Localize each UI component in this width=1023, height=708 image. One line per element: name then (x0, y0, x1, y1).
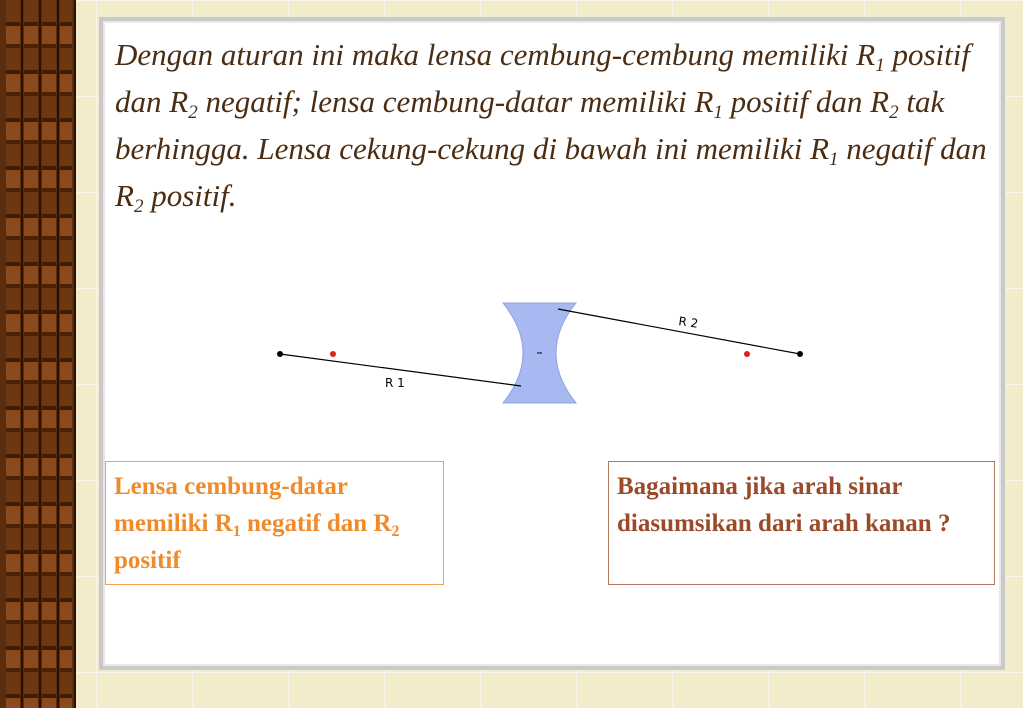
question-text: Bagaimana jika arah sinar diasumsikan dari arah kanan ? (617, 473, 951, 537)
subscript: 1 (232, 523, 241, 540)
subscript: 1 (875, 55, 885, 76)
label-r2: R 2 (677, 314, 700, 331)
paragraph-text: negatif dan R (115, 131, 987, 213)
right-question-box (608, 461, 995, 585)
subscript: 1 (713, 102, 723, 123)
focal-point-left (330, 351, 336, 357)
paragraph-text: Dengan aturan ini maka lensa cembung-cembung memiliki R (115, 37, 876, 72)
note-text: negatif dan R (240, 510, 392, 537)
subscript: 2 (188, 102, 198, 123)
focal-point-right (744, 351, 750, 357)
strip-column (24, 0, 38, 708)
strip-column (6, 0, 20, 708)
label-r1: R 1 (385, 376, 405, 390)
decorative-side-strip (0, 0, 76, 708)
strip-column (42, 0, 56, 708)
strip-divider (57, 0, 59, 708)
strip-divider (74, 0, 76, 708)
left-note-box (105, 461, 444, 585)
slide-content (99, 17, 1005, 670)
paragraph-text: positif dan R (722, 84, 890, 119)
paragraph-text: tak berhingga. Lensa cekung-cekung di bawah ini memiliki R (115, 84, 945, 166)
center-point-r2 (277, 351, 283, 357)
paragraph-text: negatif; lensa cembung-datar memiliki R (197, 84, 714, 119)
strip-divider (39, 0, 41, 708)
strip-column (60, 0, 72, 708)
note-text: Lensa cembung-datar memiliki R (114, 473, 348, 537)
strip-divider (21, 0, 23, 708)
note-text: positif (114, 547, 181, 574)
subscript: 2 (889, 102, 899, 123)
subscript: 2 (133, 196, 144, 217)
subscript: 2 (391, 523, 400, 540)
center-point-r1 (797, 351, 803, 357)
paragraph-text: positif dan R (115, 37, 970, 119)
paragraph-text: positif. (143, 178, 237, 213)
subscript: 1 (829, 149, 839, 170)
